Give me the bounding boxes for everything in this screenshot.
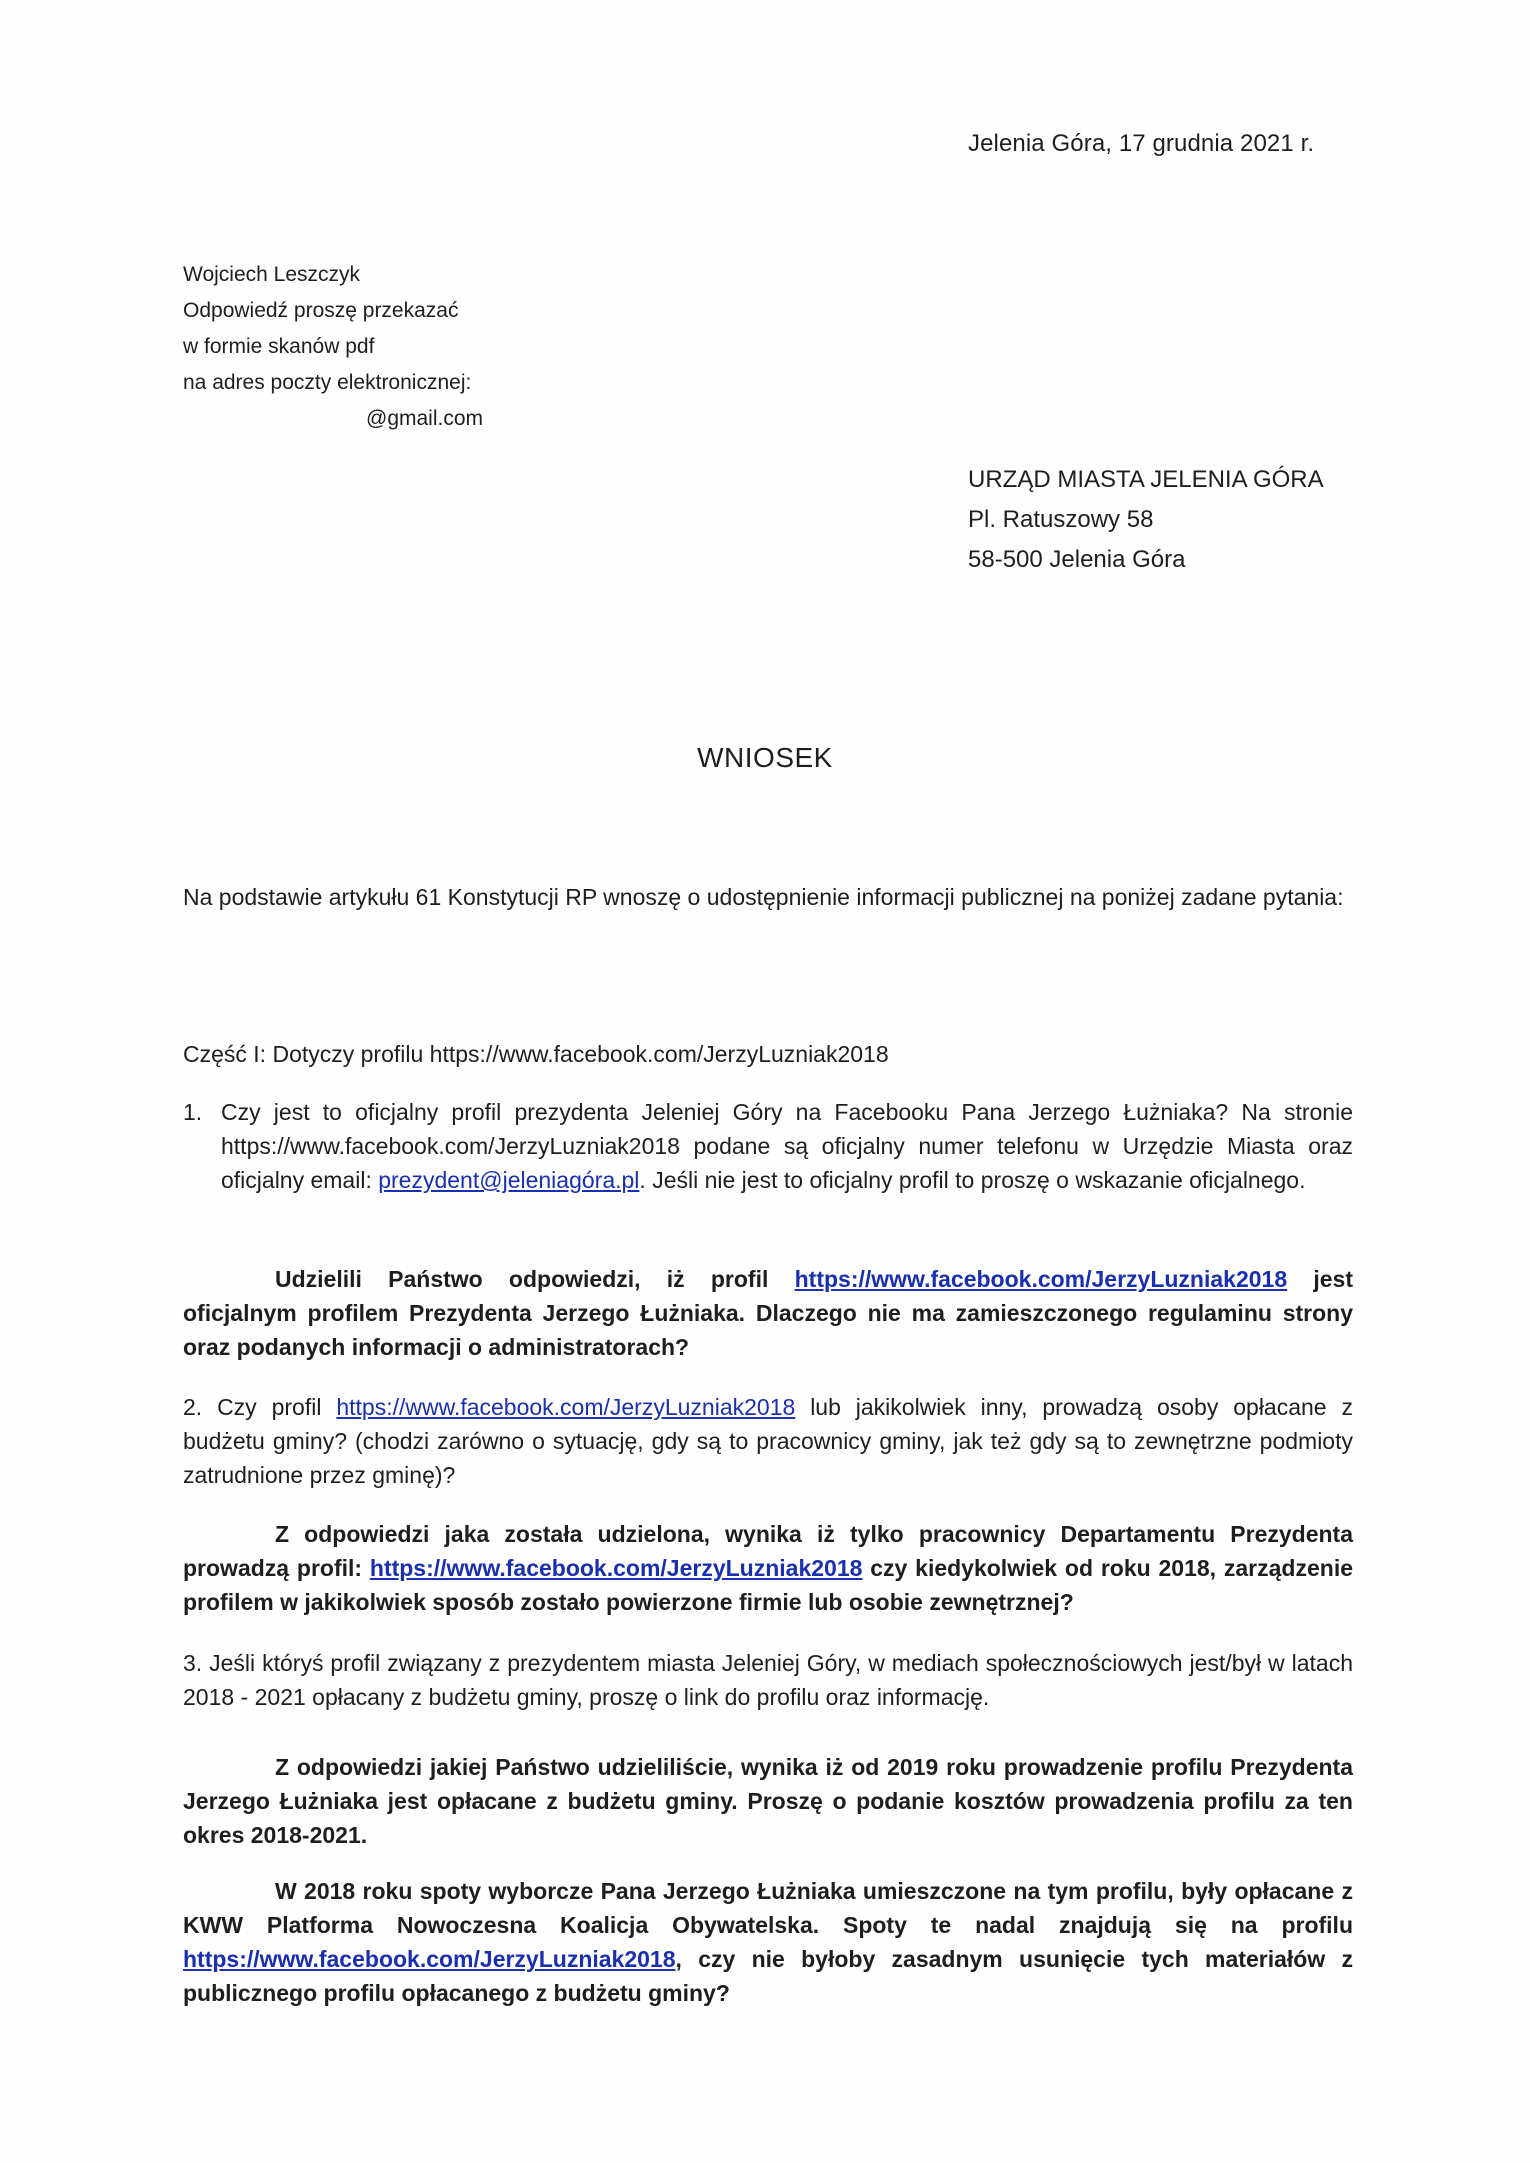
followup-1-text [183,1262,1353,1364]
question-1-part-b: . Jeśli nie jest to oficjalny profil to proszę o wskazanie oficjalnego. [639,1167,1306,1193]
followup-2-text [183,1517,1353,1619]
followup-4-part-a: W 2018 roku spoty wyborcze Pana Jerzego Łużniaka umieszczone na tym profilu, były opłacane z KWW Platforma Nowoczesna Koalicja Obywatelska. Spoty te nadal znajdują się na profilu [183,1878,1353,1938]
facebook-link[interactable]: https://www.facebook.com/JerzyLuzniak2018 [794,1266,1288,1292]
followup-2-part-b: czy kiedykolwiek od roku 2018, zarządzenie profilem w jakikolwiek sposób zostało powierzone firmie lub osobie zewnętrznej? [183,1555,1353,1615]
followup-3-text: Z odpowiedzi jakiej Państwo udzieliliście, wynika iż od 2019 roku prowadzenie profilu Prezydenta Jerzego Łużniaka jest opłacane z budżetu gminy. Proszę o podanie kosztów prowadzenia profilu za ten okres 2018-2021. [183,1754,1353,1848]
question-2-part-a: 2. Czy profil [183,1394,337,1420]
document-title: WNIOSEK [697,742,833,773]
question-3-text: 3. Jeśli któryś profil związany z prezydentem miasta Jeleniej Góry, w mediach społecznościowych jest/był w latach 2018 - 2021 opłacany z budżetu gminy, proszę o link do profilu oraz informację. [183,1650,1353,1710]
sender-line: w formie skanów pdf [183,335,375,358]
sender-line: na adres poczty elektronicznej: [183,371,472,394]
question-2 [183,1390,1353,1492]
question-1-text [183,1095,1353,1197]
followup-2 [183,1517,1353,1619]
recipient-name: URZĄD MIASTA JELENIA GÓRA [968,466,1324,493]
followup-1-part-b: jest oficjalnym profilem Prezydenta Jerzego Łużniaka. Dlaczego nie ma zamieszczonego regulaminu strony oraz podanych informacji o administratorach? [183,1266,1353,1360]
sender-email: @gmail.com [366,407,484,430]
intro-text: Na podstawie artykułu 61 Konstytucji RP wnoszę o udostępnienie informacji publicznej na poniżej zadane pytania: [183,884,1344,910]
followup-4-text [183,1874,1353,2010]
part1-heading [183,1037,1353,1071]
followup-1-part-a: Udzielili Państwo odpowiedzi, iż profil [275,1266,795,1292]
recipient-street: Pl. Ratuszowy 58 [968,506,1154,533]
question-3 [183,1646,1353,1714]
followup-3 [183,1750,1353,1852]
recipient-city: 58-500 Jelenia Góra [968,546,1186,573]
recipient-block [968,460,1324,580]
question-1-number: 1. [183,1099,203,1125]
followup-4 [183,1874,1353,2010]
facebook-link[interactable]: https://www.facebook.com/JerzyLuzniak2018 [369,1555,863,1581]
followup-1 [183,1262,1353,1364]
question-1 [183,1095,1353,1197]
email-link[interactable]: prezydent@jeleniagóra.pl [378,1167,640,1193]
followup-2-part-a: Z odpowiedzi jaka została udzielona, wynika iż tylko pracownicy Departamentu Prezydenta prowadzą profil: [183,1521,1353,1581]
facebook-link[interactable]: https://www.facebook.com/JerzyLuzniak2018 [183,1946,676,1972]
sender-line: Odpowiedź proszę przekazać [183,299,459,322]
followup-4-part-b: , czy nie byłoby zasadnym usunięcie tych materiałów z publicznego profilu opłacanego z budżetu gminy? [183,1946,1353,2006]
sender-name: Wojciech Leszczyk [183,263,361,286]
intro-paragraph [183,880,1353,914]
facebook-link[interactable]: https://www.facebook.com/JerzyLuzniak2018 [336,1394,796,1420]
question-2-part-b: lub jakikolwiek inny, prowadzą osoby opłacane z budżetu gminy? (chodzi zarówno o sytuację, gdy są to pracownicy gminy, jak też gdy są to zewnętrzne podmioty zatrudnione przez gminę)? [183,1394,1353,1488]
place-date: Jelenia Góra, 17 grudnia 2021 r. [968,130,1315,157]
part1-heading-text: Część I: Dotyczy profilu https://www.facebook.com/JerzyLuzniak2018 [183,1041,889,1067]
question-2-text [183,1390,1353,1492]
question-1-part-a: Czy jest to oficjalny profil prezydenta Jeleniej Góry na Facebooku Pana Jerzego Łużniaka? Na stronie https://www.facebook.com/JerzyLuzniak2018 podane są oficjalny numer telefonu w Urzędzie Miasta oraz oficjalny email: [221,1099,1353,1193]
sender-block [183,257,483,437]
